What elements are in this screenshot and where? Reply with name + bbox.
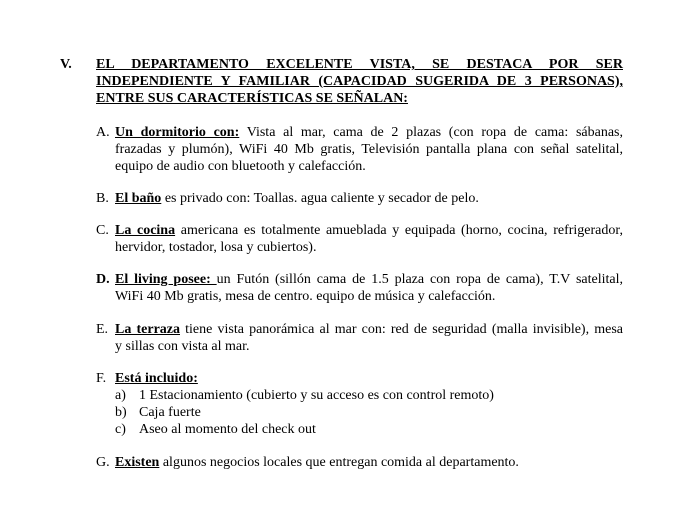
sublist-item-a	[115, 387, 515, 404]
item-line-3: equipo de audio con bluetooth y calefacción.	[115, 159, 366, 174]
sublist-item-b	[115, 404, 515, 421]
sublist-letter: c)	[115, 422, 126, 437]
item-letter: E.	[96, 322, 109, 337]
item-label: Existen	[115, 455, 160, 470]
item-line-1: algunos negocios locales que entregan comida al departamento.	[159, 455, 519, 470]
item-text	[115, 222, 623, 256]
item-text	[115, 454, 623, 471]
item-line-1: americana es totalmente amueblada y equipada (horno, cocina, refrigerador,	[175, 223, 623, 238]
item-line-1: Vista al mar, cama de 2 plazas (con ropa de cama: sábanas,	[239, 125, 623, 140]
sublist-text: Aseo al momento del check out	[139, 422, 316, 437]
item-label: Un dormitorio con:	[115, 125, 240, 140]
item-letter: G.	[96, 455, 110, 470]
section-title-line-1: EL DEPARTAMENTO EXCELENTE VISTA, SE DESTACA POR SER	[96, 57, 623, 72]
list-item-a	[96, 124, 623, 175]
item-line-1: es privado con: Toallas. agua caliente y secador de pelo.	[161, 191, 479, 206]
item-line-2: hervidor, tostador, losa y cubiertos).	[115, 240, 317, 255]
section-title-line-2: INDEPENDIENTE Y FAMILIAR (CAPACIDAD SUGERIDA DE 3 PERSONAS),	[96, 74, 623, 89]
item-line-1: un Futón (sillón cama de 1.5 plaza con ropa de cama), T.V satelital,	[216, 272, 623, 287]
item-text	[115, 190, 623, 207]
item-line-2: frazadas y plumón), WiFi 40 Mb gratis, Televisión pantalla plana con señal satelital,	[115, 142, 623, 157]
section-v	[60, 56, 630, 107]
section-title-line-3: ENTRE SUS CARACTERÍSTICAS SE SEÑALAN:	[96, 91, 408, 106]
item-label: El baño	[115, 191, 162, 206]
list-item-c	[96, 222, 623, 256]
sublist-item-c	[115, 421, 515, 438]
item-line-2: y sillas con vista al mar.	[115, 339, 250, 354]
list-item-f	[96, 370, 623, 387]
item-text	[115, 271, 623, 305]
section-header	[60, 56, 630, 107]
item-line-2: WiFi 40 Mb gratis, mesa de centro. equipo de música y calefacción.	[115, 289, 496, 304]
sublist-text: 1 Estacionamiento (cubierto y su acceso es con control remoto)	[139, 388, 494, 403]
item-letter: A.	[96, 125, 110, 140]
list-item-b	[96, 190, 623, 207]
list-item-d	[96, 271, 623, 305]
item-label: El living posee:	[115, 272, 217, 287]
item-text	[115, 321, 623, 355]
item-letter: B.	[96, 191, 109, 206]
sublist-letter: b)	[115, 405, 127, 420]
item-text	[115, 370, 623, 387]
item-letter: F.	[96, 371, 107, 386]
section-number: V.	[60, 57, 72, 72]
sublist-letter: a)	[115, 388, 126, 403]
item-letter: D.	[96, 272, 110, 287]
list-item-e	[96, 321, 623, 355]
item-line-1: tiene vista panorámica al mar con: red de seguridad (malla invisible), mesa	[180, 322, 624, 337]
list-item-g	[96, 454, 623, 471]
item-letter: C.	[96, 223, 109, 238]
item-label: La terraza	[115, 322, 180, 337]
item-text	[115, 124, 623, 175]
sublist-text: Caja fuerte	[139, 405, 201, 420]
item-label: La cocina	[115, 223, 176, 238]
item-label: Está incluido:	[115, 371, 198, 386]
section-title	[96, 56, 623, 107]
